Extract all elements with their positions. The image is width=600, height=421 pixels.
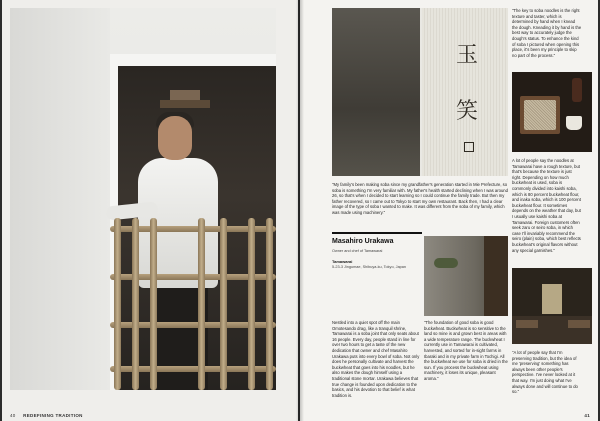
magazine-spread bbox=[2, 0, 598, 421]
profile-venue: Tamawarai bbox=[332, 259, 353, 264]
profile-address: 5-23-3 Jingumae, Shibuya-ku, Tokyo, Japan bbox=[332, 265, 407, 269]
profile-rule bbox=[332, 232, 422, 234]
text-column-top bbox=[512, 8, 582, 62]
paragraph: "A lot of people say that I'm preserving tradition, but the idea of me 'preserving' something has always been other people's perspective. I've never looked at it that way. I'm just doing what I've always done and will continue to do so." bbox=[512, 350, 578, 395]
body-text-middle bbox=[424, 320, 508, 386]
noren-banner-photo bbox=[332, 8, 508, 176]
folio-right bbox=[584, 413, 590, 418]
gutter-shadow bbox=[296, 0, 304, 421]
paragraph: A lot of people say the noodles at Tamawarai have a rough texture, but that's because the texture is just right. Depending on how much buckwheat is used, soba is commonly divided into kaishi soba, which is 80 percent buckwheat flour, and inaka soba, which is 100 percent buckwheat flour. It sometimes depends on the weather that day, but I usually use kaishi soba at Tamawarai. Foreign customers often seek zaru or seiro soba, in which case I'll invariably recommend the seiro (plain) soba, which best reflects buckwheat's original flavors without any special garnishes." bbox=[512, 158, 581, 253]
page-number-left: 40 bbox=[10, 413, 16, 418]
folio-left bbox=[10, 413, 83, 418]
banner-kanji-1: 玉 bbox=[456, 43, 479, 68]
text-column-middle bbox=[512, 158, 582, 257]
profile-role: Owner and chef of Tamawarai bbox=[332, 249, 383, 253]
bamboo-fence bbox=[110, 218, 276, 390]
text-column-bottom bbox=[512, 350, 582, 399]
paragraph: "The key to soba noodles is the right texture and taster, which is determined by hand when I knead the dough. Kneading it by hand is the best way to accurately judge the dough's status. To enhance the kind of soba I pictured when opening this place, it's been my principle to skip no part of the process." bbox=[512, 8, 582, 58]
chef-portrait-photo bbox=[10, 8, 276, 390]
left-page bbox=[2, 0, 298, 421]
page-number-right: 41 bbox=[584, 413, 590, 418]
soba-dish-photo bbox=[512, 72, 592, 152]
body-text-left bbox=[332, 320, 420, 402]
profile-block bbox=[332, 232, 422, 269]
paragraph: "My family's been making soba since my grandfather's generation started in Mie Prefecture, so soba is something I'm very familiar with. My father's health started declining when I was around 26, so that's when I decided to start learning so I could continue the family trade. But then my father recovered, so I came out to Tokyo to start my own restaurant. Back then, I had a clear image of the type of soba I wanted to make. It was different from the soba of my family, which was made using machinery." bbox=[332, 182, 508, 215]
paragraph: Nestled into a quiet spot off the main Omotesando drag, like a tranquil shrine, Tamawarai is a soba joint that only seats about 16 people. Every day, people stand in line for over two hours to get a taste of the new dedication that owner and chef Masahiro Urakawa puts into every bowl of soba. Not only does he personally cultivate and harvest the buckwheat that goes into his noodles, but he also makes the dough himself using a traditional stone mortar. Urakawa believes that true change is founded upon dedication to the basics, and his devotion to that belief is what tradition is. bbox=[332, 320, 420, 398]
banner-kanji-2: 笑 bbox=[456, 99, 479, 124]
profile-name: Masahiro Urakawa bbox=[332, 238, 394, 245]
right-page bbox=[300, 0, 598, 421]
dining-room-photo bbox=[512, 268, 592, 344]
restaurant-interior-photo bbox=[424, 236, 508, 316]
section-title: REDEFINING TRADITION bbox=[23, 413, 83, 418]
caption-quote bbox=[332, 182, 510, 220]
paragraph: "The foundation of good soba is good buckwheat. Buckwheat is so sensitive to the land so mine is and grown best in areas with a wide temperature range. The buckwheat I currently use in Tamawarai is cultivated, harvested, and sorted for in-sight farms in Ibaraki and in my private farm in Tochigi. All the buckwheat we use for soba is dried in the sun. If you process the buckwheat using machinery, it loses its unique, pleasant aroma." bbox=[424, 320, 508, 381]
